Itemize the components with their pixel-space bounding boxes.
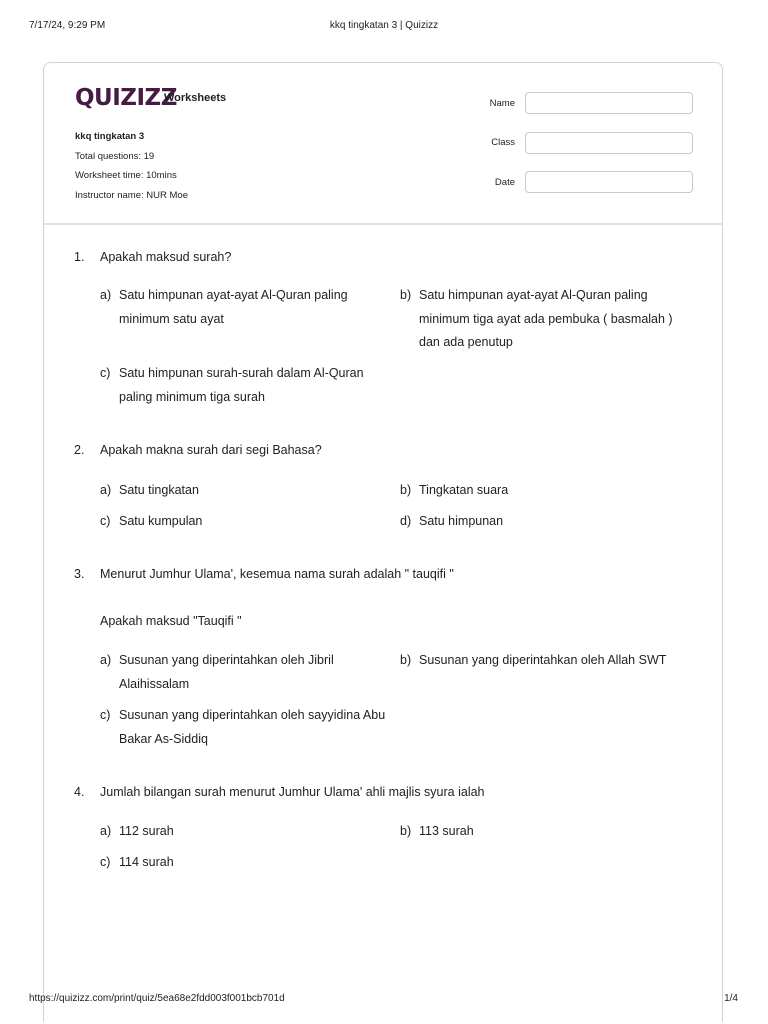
option-letter: c) [100,514,111,528]
instructor-name: Instructor name: NUR Moe [75,189,188,201]
logo-text: QUIZIZZ [75,85,177,111]
option-letter: b) [400,288,412,302]
question-subtext: Apakah maksud "Tauqifi " [100,614,242,628]
question-number: 2. [74,443,85,457]
worksheet-header [44,63,722,225]
option-text: Tingkatan suara [419,483,509,497]
name-field[interactable] [525,92,693,114]
print-datetime: 7/17/24, 9:29 PM [29,20,106,31]
option-letter: a) [100,653,112,667]
option-letter: c) [100,708,111,722]
option-text: 113 surah [419,824,474,838]
worksheet-time: Worksheet time: 10mins [75,170,177,181]
option-letter: b) [400,483,412,497]
class-label: Class [491,137,515,148]
option-letter: a) [100,824,112,838]
worksheet-card [43,62,723,1022]
quiz-title: kkq tingkatan 3 [75,131,145,142]
quiz-meta [75,127,188,205]
question-number: 3. [74,567,85,581]
page-indicator: 1/4 [724,993,738,1004]
option-letter: c) [100,366,111,380]
question-number: 1. [74,250,85,264]
question-text: Menurut Jumhur Ulama', kesemua nama surah adalah " tauqifi " [100,567,454,581]
option-letter: c) [100,855,111,869]
class-field[interactable] [525,132,693,154]
option-text: Satu himpunan ayat-ayat Al-Quran paling minimum satu ayat [119,288,348,326]
option-text: Satu himpunan surah-surah dalam Al-Quran paling minimum tiga surah [119,366,364,404]
print-page-title: kkq tingkatan 3 | Quizizz [329,20,439,31]
option-text: Satu himpunan ayat-ayat Al-Quran paling minimum tiga ayat ada pembuka ( basmalah ) dan ada penutup [419,288,673,349]
option-text: Satu himpunan [419,514,504,528]
option-letter: b) [400,653,412,667]
option-letter: a) [100,483,112,497]
question-text: Jumlah bilangan surah menurut Jumhur Ulama' ahli majlis syura ialah [100,785,485,799]
option-text: Susunan yang diperintahkan oleh Allah SWT [419,653,667,667]
date-field[interactable] [525,171,693,193]
question-text: Apakah maksud surah? [100,250,232,264]
quizizz-logo [75,85,177,111]
total-questions: Total questions: 19 [75,150,155,162]
date-label: Date [494,177,515,188]
question-number: 4. [74,785,85,799]
option-text: Susunan yang diperintahkan oleh Jibril Alaihissalam [119,653,334,691]
print-url: https://quizizz.com/print/quiz/5ea68e2fdd003f001bcb701d [29,993,285,1004]
option-letter: a) [100,288,112,302]
option-letter: d) [400,514,412,528]
option-letter: b) [400,824,412,838]
logo-subtitle: Worksheets [164,92,227,104]
option-text: Susunan yang diperintahkan oleh sayyidina Abu Bakar As-Siddiq [119,708,386,746]
print-header [0,0,768,52]
option-text: Satu tingkatan [119,483,199,497]
name-label: Name [489,98,515,109]
option-text: Satu kumpulan [119,514,203,528]
question-text: Apakah makna surah dari segi Bahasa? [100,443,322,457]
option-text: 112 surah [119,824,174,838]
option-text: 114 surah [119,855,174,869]
